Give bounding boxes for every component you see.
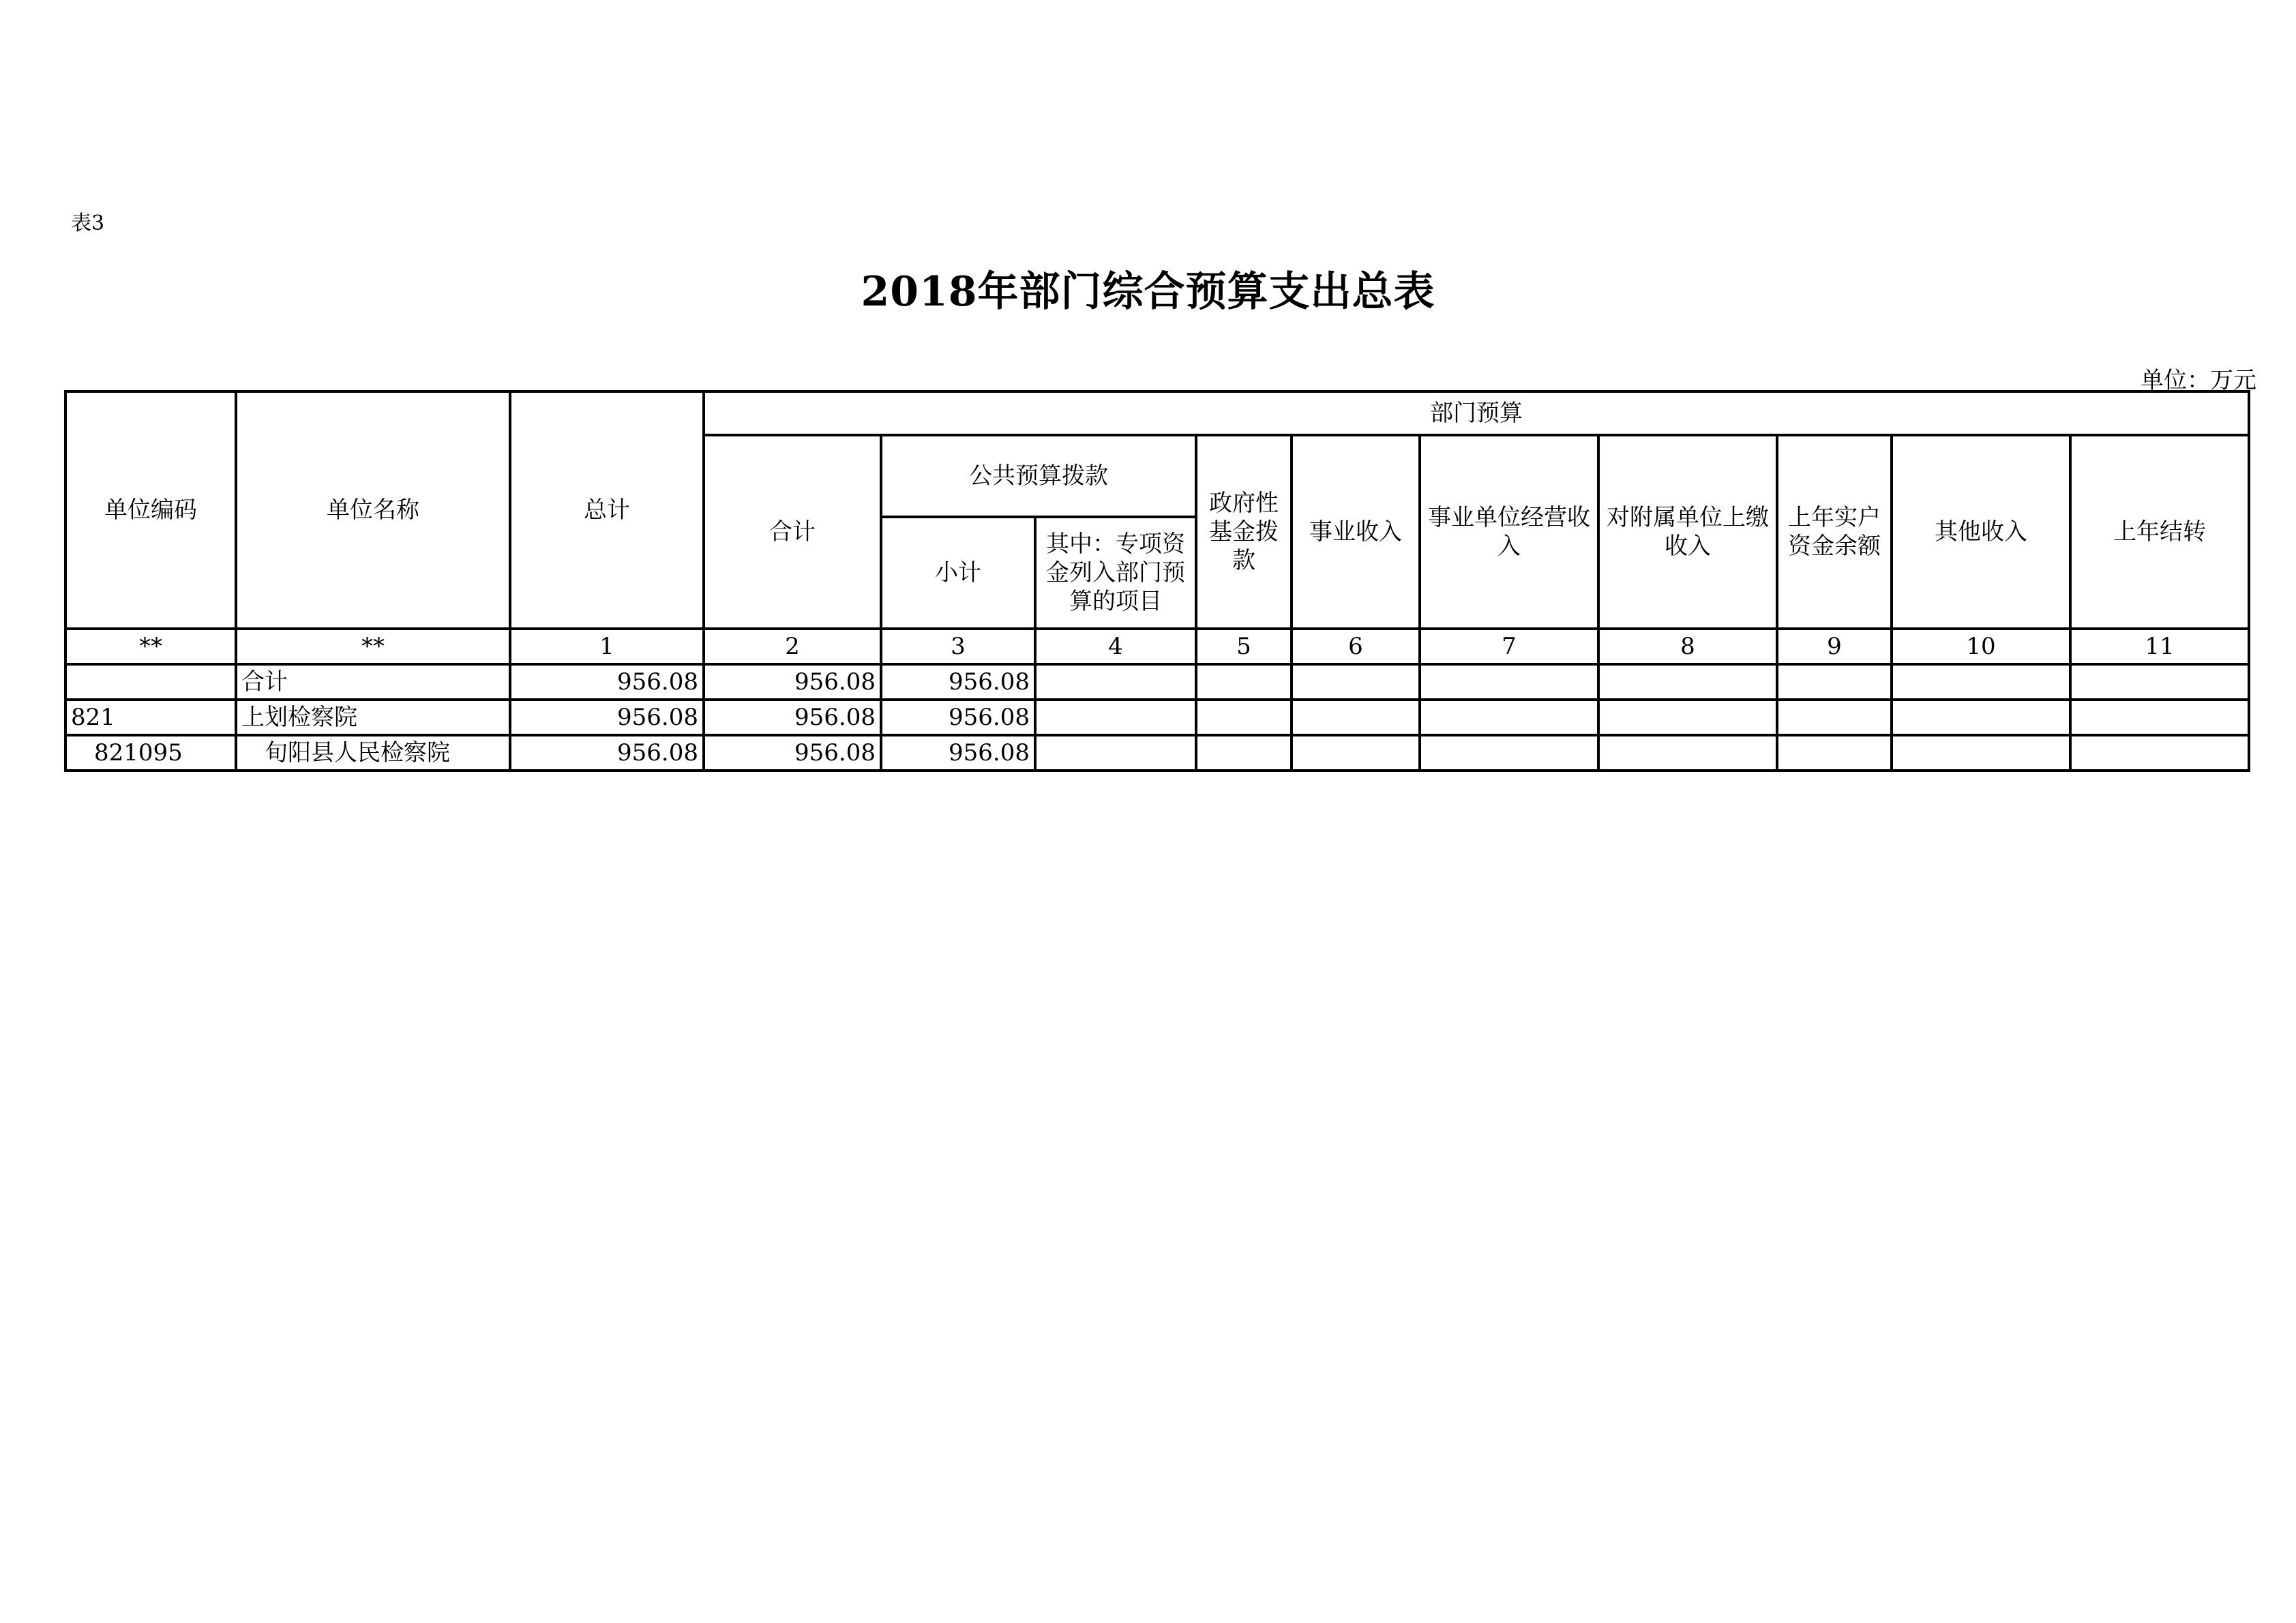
cell-total: 956.08 bbox=[510, 735, 704, 771]
cell-empty bbox=[2070, 735, 2249, 771]
header-carryover: 上年结转 bbox=[2070, 435, 2249, 629]
index-cell: 1 bbox=[510, 629, 704, 664]
header-unit-code: 单位编码 bbox=[65, 391, 236, 629]
header-account-balance: 上年实户资金余额 bbox=[1777, 435, 1892, 629]
cell-code bbox=[65, 664, 236, 700]
header-public-budget: 公共预算拨款 bbox=[881, 435, 1196, 517]
cell-empty bbox=[1292, 700, 1420, 735]
cell-empty bbox=[1035, 664, 1196, 700]
cell-empty bbox=[2070, 664, 2249, 700]
index-cell: 11 bbox=[2070, 629, 2249, 664]
index-cell: ** bbox=[65, 629, 236, 664]
table-row bbox=[65, 700, 2249, 735]
cell-subtotal: 956.08 bbox=[881, 735, 1035, 771]
cell-code: 821095 bbox=[65, 735, 236, 771]
index-cell: 7 bbox=[1420, 629, 1598, 664]
header-operating-income: 事业单位经营收入 bbox=[1420, 435, 1598, 629]
cell-name: 合计 bbox=[236, 664, 510, 700]
cell-subtotal: 956.08 bbox=[881, 664, 1035, 700]
cell-empty bbox=[1598, 700, 1777, 735]
cell-empty bbox=[1035, 700, 1196, 735]
index-cell: 10 bbox=[1892, 629, 2070, 664]
cell-empty bbox=[1292, 735, 1420, 771]
cell-subtotal: 956.08 bbox=[881, 700, 1035, 735]
cell-empty bbox=[1196, 664, 1292, 700]
index-cell: 8 bbox=[1598, 629, 1777, 664]
cell-empty bbox=[1777, 735, 1892, 771]
cell-empty bbox=[1292, 664, 1420, 700]
cell-empty bbox=[1598, 735, 1777, 771]
unit-label: 单位：万元 bbox=[2141, 367, 2256, 394]
cell-empty bbox=[1196, 700, 1292, 735]
index-cell: 9 bbox=[1777, 629, 1892, 664]
cell-empty bbox=[1420, 700, 1598, 735]
cell-name: 上划检察院 bbox=[236, 700, 510, 735]
header-special-funds: 其中：专项资金列入部门预算的项目 bbox=[1035, 517, 1196, 629]
cell-name: 旬阳县人民检察院 bbox=[236, 735, 510, 771]
index-cell: 6 bbox=[1292, 629, 1420, 664]
cell-empty bbox=[1420, 735, 1598, 771]
index-cell: 4 bbox=[1035, 629, 1196, 664]
budget-table bbox=[64, 390, 2250, 772]
header-total: 总计 bbox=[510, 391, 704, 629]
header-unit-name: 单位名称 bbox=[236, 391, 510, 629]
page-title: 2018年部门综合预算支出总表 bbox=[861, 268, 1435, 316]
index-cell: ** bbox=[236, 629, 510, 664]
header-gov-fund: 政府性基金拨款 bbox=[1196, 435, 1292, 629]
index-cell: 2 bbox=[704, 629, 881, 664]
header-sum: 合计 bbox=[704, 435, 881, 629]
cell-sum: 956.08 bbox=[704, 735, 881, 771]
cell-empty bbox=[2070, 700, 2249, 735]
cell-code: 821 bbox=[65, 700, 236, 735]
cell-empty bbox=[1777, 700, 1892, 735]
cell-empty bbox=[1892, 735, 2070, 771]
cell-empty bbox=[1598, 664, 1777, 700]
cell-empty bbox=[1035, 735, 1196, 771]
header-business-income: 事业收入 bbox=[1292, 435, 1420, 629]
header-small-total: 小计 bbox=[881, 517, 1035, 629]
cell-empty bbox=[1196, 735, 1292, 771]
table-row bbox=[65, 664, 2249, 700]
cell-empty bbox=[1420, 664, 1598, 700]
index-cell: 3 bbox=[881, 629, 1035, 664]
cell-total: 956.08 bbox=[510, 664, 704, 700]
cell-empty bbox=[1892, 664, 2070, 700]
cell-total: 956.08 bbox=[510, 700, 704, 735]
index-cell: 5 bbox=[1196, 629, 1292, 664]
header-other-income: 其他收入 bbox=[1892, 435, 2070, 629]
table-row bbox=[65, 735, 2249, 771]
table-label: 表3 bbox=[71, 211, 105, 235]
cell-empty bbox=[1892, 700, 2070, 735]
cell-sum: 956.08 bbox=[704, 700, 881, 735]
cell-empty bbox=[1777, 664, 1892, 700]
header-dept-budget: 部门预算 bbox=[704, 391, 2249, 435]
header-affiliated-income: 对附属单位上缴收入 bbox=[1598, 435, 1777, 629]
cell-sum: 956.08 bbox=[704, 664, 881, 700]
